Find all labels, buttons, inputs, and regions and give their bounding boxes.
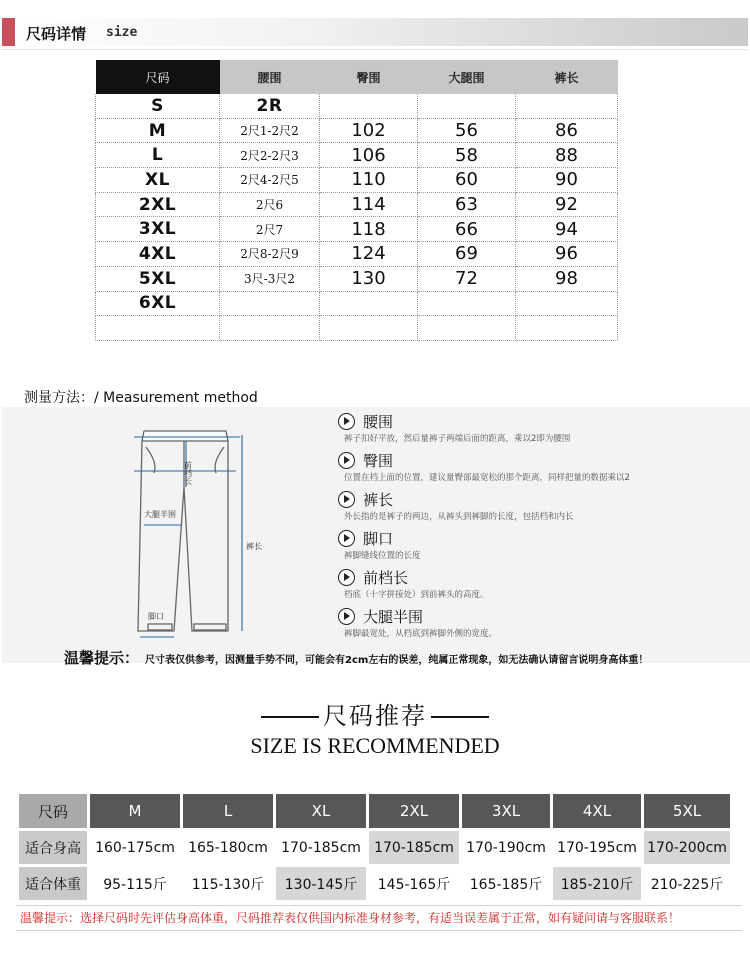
table-cell: 130 <box>320 266 418 291</box>
table-cell: 170-185cm <box>369 831 459 864</box>
play-circle-icon <box>338 569 355 586</box>
play-circle-icon <box>338 413 355 430</box>
list-item <box>338 489 630 528</box>
table-cell: 170-200cm <box>644 831 730 864</box>
list-item <box>338 528 630 567</box>
column-header: 3XL <box>462 794 550 828</box>
table-cell: 95-115斤 <box>90 867 180 900</box>
table-row <box>96 266 618 291</box>
tip-text: 尺寸表仅供参考，因测量手势不同，可能会有2cm左右的误差，纯属正常现象，如无法确认请留言说明身高体重！ <box>145 655 649 666</box>
diagram-label-rise: 前档长 <box>183 461 193 485</box>
play-circle-icon <box>338 452 355 469</box>
row-label: 适合体重 <box>19 867 87 900</box>
table-cell: 2XL <box>96 192 220 217</box>
table-cell: 115-130斤 <box>183 867 273 900</box>
column-header: M <box>90 794 180 828</box>
table-cell <box>418 316 516 341</box>
table-cell: XL <box>96 168 220 193</box>
diagram-label-hem: 脚口 <box>148 612 164 621</box>
table-row <box>96 316 618 341</box>
measurement-desc: 档底（十字拼接处）到前裤头的高度。 <box>344 590 489 600</box>
table-cell <box>220 316 320 341</box>
table-cell: 185-210斤 <box>553 867 641 900</box>
table-cell: 3XL <box>96 217 220 242</box>
table-cell: 114 <box>320 192 418 217</box>
measurement-name: 大腿半围 <box>363 607 424 626</box>
table-cell <box>320 291 418 316</box>
table-cell: 58 <box>418 143 516 168</box>
table-row <box>19 831 730 864</box>
column-header: L <box>183 794 273 828</box>
size-recommend-table <box>16 791 733 903</box>
table-header-row <box>19 794 730 828</box>
diagram-label-length: 裤长 <box>246 542 262 551</box>
column-header: 裤长 <box>516 60 618 94</box>
table-cell: M <box>96 118 220 143</box>
measurement-name: 臀围 <box>363 451 394 470</box>
section-header <box>2 18 748 46</box>
column-header: 尺码 <box>96 60 220 94</box>
table-cell <box>516 291 618 316</box>
measurement-list <box>338 411 630 645</box>
table-cell: 130-145斤 <box>276 867 366 900</box>
table-cell: 2尺4-2尺5 <box>220 168 320 193</box>
measurement-title: 测量方法：/ Measurement method <box>24 390 258 406</box>
table-cell: 170-185cm <box>276 831 366 864</box>
pants-diagram-icon <box>130 417 270 645</box>
column-header: 腰围 <box>220 60 320 94</box>
table-cell: 60 <box>418 168 516 193</box>
recommend-title <box>0 696 750 731</box>
table-cell: 2尺6 <box>220 192 320 217</box>
measurement-name: 前档长 <box>363 568 409 587</box>
header-subtitle: size <box>106 25 138 40</box>
measurement-tip <box>64 647 648 668</box>
title-rule-right <box>431 716 489 718</box>
table-cell: L <box>96 143 220 168</box>
table-cell: 86 <box>516 118 618 143</box>
header-title: 尺码详情 <box>26 25 87 43</box>
table-cell: 94 <box>516 217 618 242</box>
table-cell <box>320 94 418 118</box>
table-cell: 98 <box>516 266 618 291</box>
table-cell: 106 <box>320 143 418 168</box>
table-cell: 4XL <box>96 242 220 267</box>
column-header: 2XL <box>369 794 459 828</box>
table-cell: 102 <box>320 118 418 143</box>
table-row <box>96 94 618 118</box>
table-cell: 90 <box>516 168 618 193</box>
table-cell <box>320 316 418 341</box>
measurement-name: 裤长 <box>363 490 394 509</box>
table-cell: 110 <box>320 168 418 193</box>
recommend-note: 温馨提示：选择尺码时先评估身高体重，尺码推荐表仅供国内标准身材参考，有适当误差属于正常，如有疑问请与客服联系！ <box>16 905 742 931</box>
table-cell: S <box>96 94 220 118</box>
table-cell: 2尺2-2尺3 <box>220 143 320 168</box>
table-cell <box>418 291 516 316</box>
table-cell <box>96 316 220 341</box>
size-detail-table <box>95 60 618 341</box>
title-rule-left <box>261 716 319 718</box>
list-item <box>338 411 630 450</box>
measurement-desc: 裤脚最宽处，从档底到裤脚外侧的宽度。 <box>344 629 498 639</box>
table-row <box>96 143 618 168</box>
table-row <box>96 168 618 193</box>
table-cell: 72 <box>418 266 516 291</box>
table-cell: 2尺7 <box>220 217 320 242</box>
column-header: XL <box>276 794 366 828</box>
list-item <box>338 567 630 606</box>
column-header: 尺码 <box>19 794 87 828</box>
table-cell: 88 <box>516 143 618 168</box>
column-header: 5XL <box>644 794 730 828</box>
measurement-name: 腰围 <box>363 412 394 431</box>
table-row <box>96 291 618 316</box>
table-cell <box>516 316 618 341</box>
header-accent-mark <box>2 18 15 46</box>
tip-label: 温馨提示： <box>64 649 140 667</box>
row-label: 适合身高 <box>19 831 87 864</box>
list-item <box>338 450 630 489</box>
measurement-desc: 位置在档上面的位置，建议量臀部最宽松的那个距离，同样把量的数据乘以2 <box>344 473 630 483</box>
table-cell: 2尺8-2尺9 <box>220 242 320 267</box>
table-row <box>96 217 618 242</box>
list-item <box>338 606 630 645</box>
column-header: 大腿围 <box>418 60 516 94</box>
table-cell: 3尺-3尺2 <box>220 266 320 291</box>
table-row <box>96 242 618 267</box>
table-cell: 170-190cm <box>462 831 550 864</box>
recommend-subtitle: SIZE IS RECOMMENDED <box>250 733 500 758</box>
diagram-label-thigh: 大腿半围 <box>144 510 176 519</box>
play-circle-icon <box>338 491 355 508</box>
table-row <box>96 192 618 217</box>
table-cell: 160-175cm <box>90 831 180 864</box>
table-cell: 69 <box>418 242 516 267</box>
measurement-desc: 裤脚缝线位置的长度 <box>344 551 421 561</box>
table-cell: 6XL <box>96 291 220 316</box>
measurement-panel <box>2 407 750 667</box>
play-circle-icon <box>338 530 355 547</box>
table-cell: 210-225斤 <box>644 867 730 900</box>
table-cell: 63 <box>418 192 516 217</box>
table-cell: 170-195cm <box>553 831 641 864</box>
table-cell: 145-165斤 <box>369 867 459 900</box>
table-cell: 165-180cm <box>183 831 273 864</box>
table-row <box>96 118 618 143</box>
measurement-desc: 裤子扣好平放，然后量裤子两端后面的距离，乘以2即为腰围 <box>344 434 571 444</box>
table-cell <box>418 94 516 118</box>
table-cell: 165-185斤 <box>462 867 550 900</box>
measurement-desc: 外长指的是裤子的两边，从裤头到裤脚的长度，包括档和内长 <box>344 512 574 522</box>
play-circle-icon <box>338 608 355 625</box>
table-cell <box>220 291 320 316</box>
measurement-name: 脚口 <box>363 529 394 548</box>
table-header-row <box>96 60 618 94</box>
column-header: 臀围 <box>320 60 418 94</box>
divider <box>2 49 748 50</box>
table-cell: 2尺1-2尺2 <box>220 118 320 143</box>
column-header: 4XL <box>553 794 641 828</box>
table-cell: 96 <box>516 242 618 267</box>
table-row <box>19 867 730 900</box>
table-cell: 66 <box>418 217 516 242</box>
table-cell: 2R <box>220 94 320 118</box>
table-cell: 92 <box>516 192 618 217</box>
table-cell: 124 <box>320 242 418 267</box>
table-cell: 56 <box>418 118 516 143</box>
table-cell: 5XL <box>96 266 220 291</box>
table-cell <box>516 94 618 118</box>
table-cell: 118 <box>320 217 418 242</box>
recommend-title-text: 尺码推荐 <box>323 702 427 730</box>
